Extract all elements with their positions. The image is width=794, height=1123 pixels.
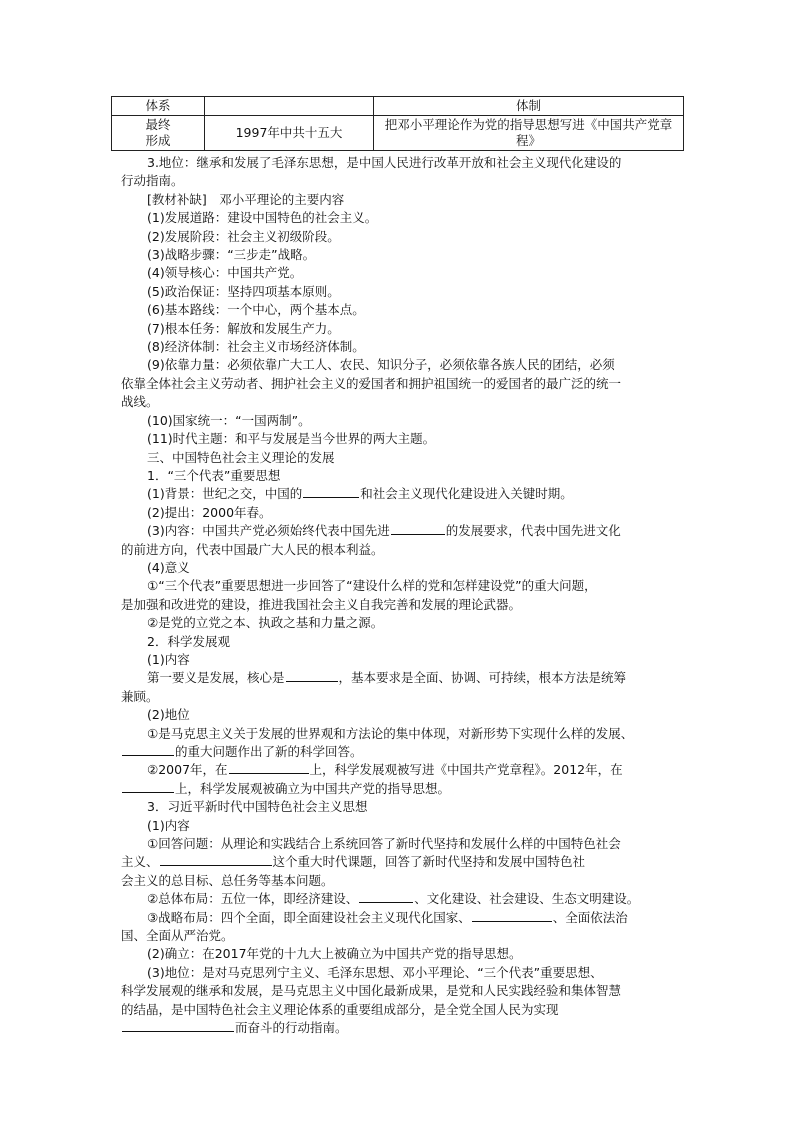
list-item: (8)经济体制：社会主义市场经济体制。 <box>147 339 365 355</box>
answer-blank <box>286 669 338 682</box>
paragraph-line: 的结晶，是中国特色社会主义理论体系的重要组成部分，是全党全国人民为实现 <box>121 1001 559 1017</box>
paragraph-line <box>121 780 684 798</box>
text-segment: 主义、 <box>121 854 159 870</box>
paragraph-line: 兼顾。 <box>121 688 159 704</box>
text-segment: ，基本要求是全面、协调、可持续，根本方法是统筹 <box>338 670 627 686</box>
list-item: (1)内容 <box>147 651 190 667</box>
paragraph-line: 是加强和改进党的建设，推进我国社会主义自我完善和发展的理论武器。 <box>121 596 522 612</box>
section-heading: 三、中国特色社会主义理论的发展 <box>147 449 335 465</box>
text-segment: 而奋斗的行动指南。 <box>235 1020 348 1036</box>
answer-blank <box>122 780 174 793</box>
list-item: ②是党的立党之本、执政之基和力量之源。 <box>147 615 384 631</box>
text-segment: 的发展要求，代表中国先进文化 <box>445 523 621 539</box>
list-item: (4)领导核心：中国共产党。 <box>147 265 303 281</box>
summary-table <box>111 96 684 151</box>
paragraph-line: 依靠全体社会主义劳动者、拥护社会主义的爱国者和拥护祖国统一的爱国者的最广泛的统一 <box>121 375 622 391</box>
subsection-heading: 1．“三个代表”重要思想 <box>147 467 281 483</box>
list-item: (3)地位：是对马克思列宁主义、毛泽东思想、邓小平理论、“三个代表”重要思想、 <box>147 964 603 980</box>
list-item: (2)确立：在2017年党的十九大上被确立为中国共产党的指导思想。 <box>147 946 522 962</box>
answer-blank <box>160 853 272 866</box>
paragraph-line: 的前进方向，代表中国最广大人民的根本利益。 <box>121 541 384 557</box>
text-segment: (1)背景：世纪之交，中国的 <box>147 486 303 502</box>
paragraph-line: 科学发展观的继承和发展，是马克思主义中国化最新成果，是党和人民实践经验和集体智慧 <box>121 983 622 999</box>
list-item: ①“三个代表”重要思想进一步回答了“建设什么样的党和怎样建设党”的重大问题， <box>147 578 597 594</box>
paragraph-line <box>121 669 684 687</box>
list-item: (1)内容 <box>147 817 190 833</box>
paragraph-line: 战线。 <box>121 394 159 410</box>
answer-blank <box>472 909 552 922</box>
table-header-cell: 体系 <box>112 97 205 116</box>
text-segment: 的重大问题作出了新的科学回答。 <box>175 744 363 759</box>
answer-blank <box>391 522 445 535</box>
list-item <box>121 761 684 779</box>
answer-blank <box>229 761 309 774</box>
paragraph-line: 3.地位：继承和发展了毛泽东思想，是中国人民进行改革开放和社会主义现代化建设的 <box>147 155 622 170</box>
list-item <box>121 909 684 927</box>
subsection-heading: 2．科学发展观 <box>147 633 230 649</box>
answer-blank <box>359 890 413 903</box>
list-item: (2)发展阶段：社会主义初级阶段。 <box>147 228 340 244</box>
subsection-heading: 3．习近平新时代中国特色社会主义思想 <box>147 799 368 815</box>
document-body <box>121 154 684 1038</box>
paragraph-line: 国、全面从严治党。 <box>121 928 234 944</box>
list-item: (1)发展道路：建设中国特色的社会主义。 <box>147 210 378 226</box>
list-item: (2)地位 <box>147 707 190 723</box>
table-header-cell <box>205 97 374 116</box>
text-segment: (3)内容：中国共产党必须始终代表中国先进 <box>147 523 390 539</box>
table-row <box>112 116 684 151</box>
list-item: ①回答问题：从理论和实践结合上系统回答了新时代坚持和发展什么样的中国特色社会 <box>147 836 621 852</box>
list-item: (6)基本路线：一个中心，两个基本点。 <box>147 302 365 318</box>
table-header-cell: 体制 <box>374 97 684 116</box>
list-item: (5)政治保证：坚持四项基本原则。 <box>147 283 340 299</box>
text-segment: 第一要义是发展，核心是 <box>147 670 285 686</box>
table-header-row <box>112 97 684 116</box>
table-cell: 1997年中共十五大 <box>205 116 374 151</box>
list-item <box>121 485 684 503</box>
answer-blank <box>122 1019 234 1032</box>
text-segment: 这个重大时代课题，回答了新时代坚持和发展中国特色社 <box>272 854 586 870</box>
section-note: [教材补缺] 邓小平理论的主要内容 <box>147 191 345 207</box>
text-segment: 和社会主义现代化建设进入关键时期。 <box>360 486 573 502</box>
paragraph-line <box>121 1019 684 1037</box>
text-segment: 、全面依法治 <box>552 909 628 925</box>
answer-blank <box>122 743 174 756</box>
list-item: (3)战略步骤：“三步走”战略。 <box>147 247 316 263</box>
list-item: (9)依靠力量：必须依靠广大工人、农民、知识分子，必须依靠各族人民的团结，必须 <box>147 357 615 373</box>
text-segment: 上，科学发展观被写进《中国共产党章程》。2012年，在 <box>309 762 623 778</box>
list-item <box>121 522 684 540</box>
text-segment: ②2007年，在 <box>147 762 228 778</box>
list-item: ①是马克思主义关于发展的世界观和方法论的集中体现，对新形势下实现什么样的发展、 <box>147 725 634 741</box>
text-segment: 上，科学发展观被确立为中国共产党的指导思想。 <box>175 780 451 796</box>
list-item <box>121 890 684 908</box>
text-segment: ②总体布局：五位一体，即经济建设、 <box>147 891 359 907</box>
paragraph-line <box>121 853 684 871</box>
paragraph-line: 行动指南。 <box>121 173 184 189</box>
paragraph-line <box>121 743 684 761</box>
list-item: (7)根本任务：解放和发展生产力。 <box>147 320 340 336</box>
answer-blank <box>303 485 359 498</box>
paragraph-line: 会主义的总目标、总任务等基本问题。 <box>121 872 334 888</box>
list-item: (10)国家统一：“一国两制”。 <box>147 412 311 428</box>
table-cell: 最终 形成 <box>112 116 205 151</box>
table-cell: 把邓小平理论作为党的指导思想写进《中国共产党章程》 <box>374 116 684 151</box>
list-item: (2)提出：2000年春。 <box>147 504 272 520</box>
list-item: (4)意义 <box>147 559 190 575</box>
text-segment: ③战略布局：四个全面，即全面建设社会主义现代化国家、 <box>147 909 471 925</box>
text-segment: 、文化建设、社会建设、生态文明建设。 <box>414 891 640 907</box>
list-item: (11)时代主题：和平与发展是当今世界的两大主题。 <box>147 431 436 447</box>
